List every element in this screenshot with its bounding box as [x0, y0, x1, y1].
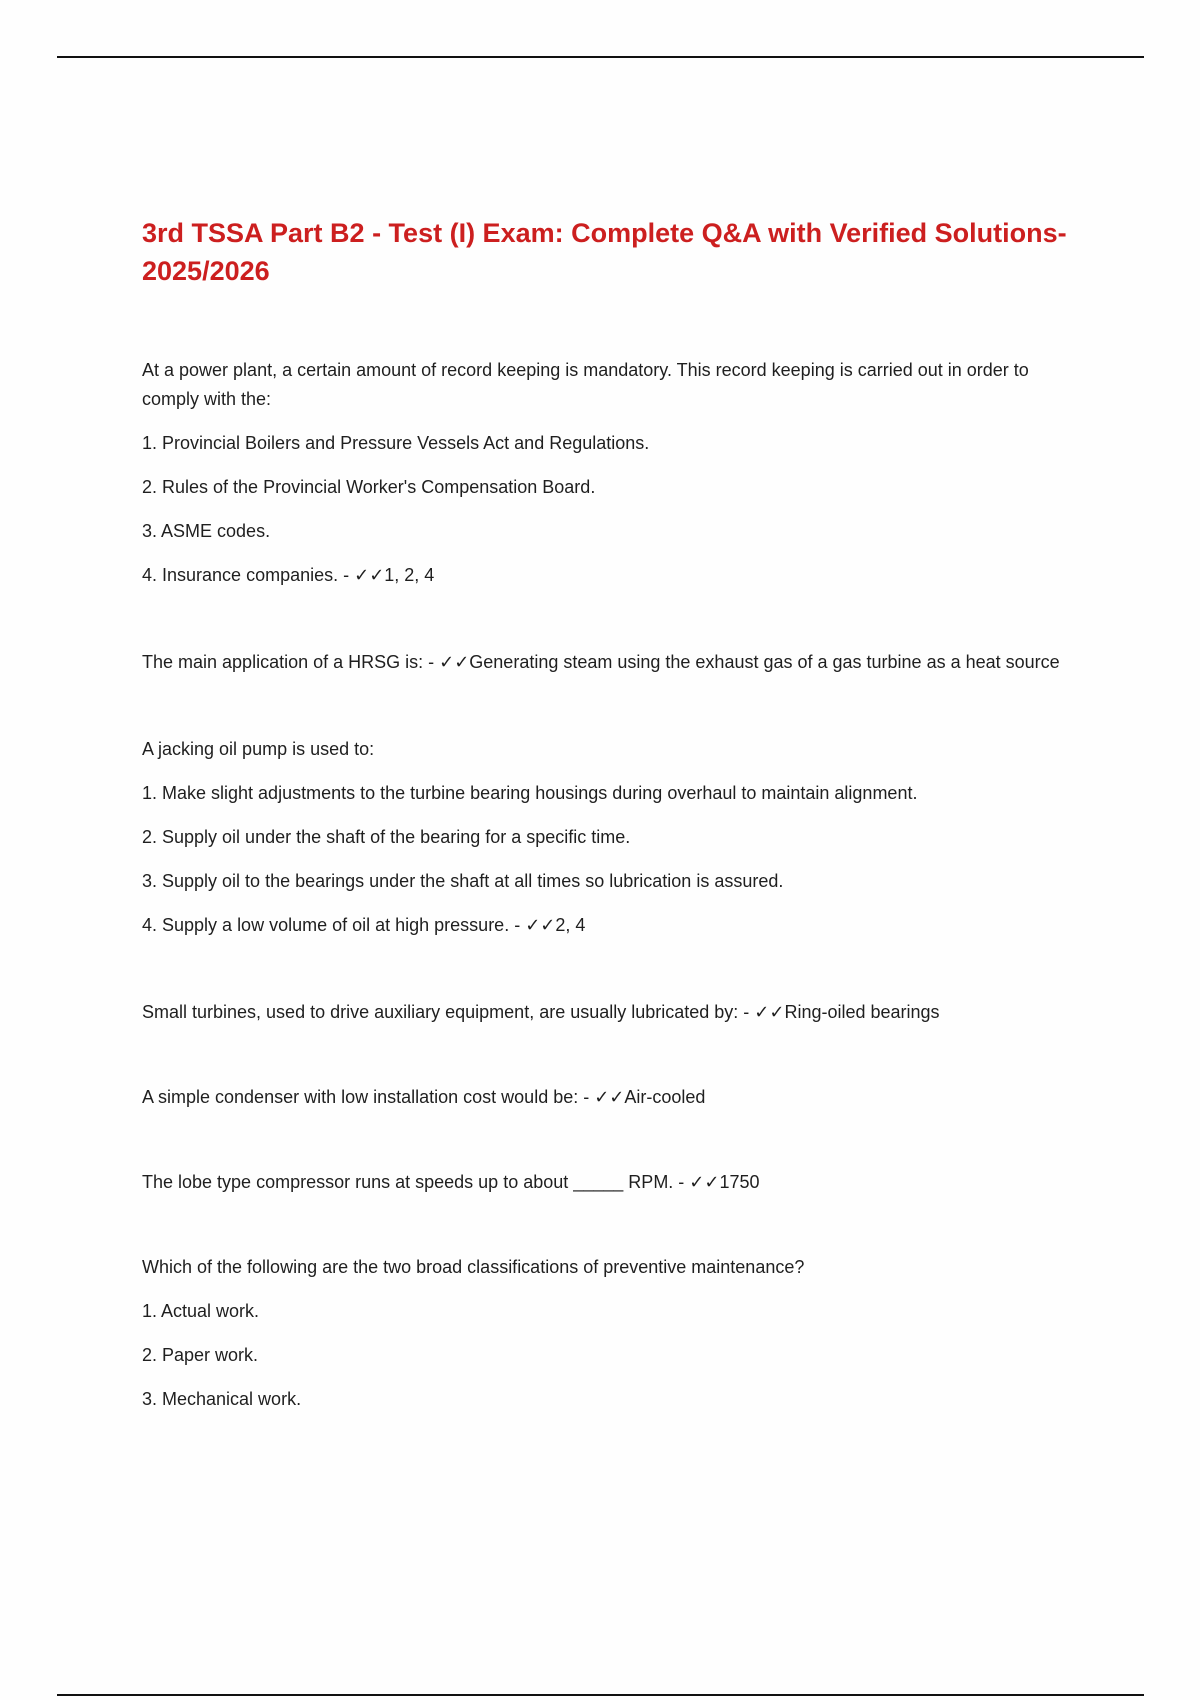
answer-option: 4. Insurance companies. - ✓✓1, 2, 4: [142, 565, 435, 585]
answer-option: 3. Mechanical work.: [142, 1389, 302, 1409]
answer-option: 1. Provincial Boilers and Pressure Vessels Act and Regulations.: [142, 433, 650, 453]
question-block: [142, 1253, 1072, 1414]
answer-option: 4. Supply a low volume of oil at high pressure. - ✓✓2, 4: [142, 915, 586, 935]
answer-option: 1. Make slight adjustments to the turbine bearing housings during overhaul to maintain alignment.: [142, 783, 918, 803]
question-text: Small turbines, used to drive auxiliary equipment, are usually lubricated by: - ✓✓Ring-oiled bearings: [142, 1002, 940, 1022]
question-block: [142, 1083, 1072, 1112]
question-text: The lobe type compressor runs at speeds up to about _____ RPM. - ✓✓1750: [142, 1172, 760, 1192]
answer-option: 2. Paper work.: [142, 1345, 259, 1365]
question-text: At a power plant, a certain amount of record keeping is mandatory. This record keeping is carried out in order to comply with the:: [142, 360, 1029, 409]
question-text: Which of the following are the two broad classifications of preventive maintenance?: [142, 1257, 805, 1277]
question-block: [142, 1168, 1072, 1197]
answer-option: 3. ASME codes.: [142, 521, 271, 541]
header-rule: [57, 56, 1144, 58]
question-text: A simple condenser with low installation cost would be: - ✓✓Air-cooled: [142, 1087, 706, 1107]
question-block: [142, 356, 1072, 590]
document-content: [142, 214, 1072, 1414]
question-text: The main application of a HRSG is: - ✓✓Generating steam using the exhaust gas of a gas turbine as a heat source: [142, 652, 1060, 672]
answer-option: 3. Supply oil to the bearings under the shaft at all times so lubrication is assured.: [142, 871, 784, 891]
answer-option: 2. Supply oil under the shaft of the bearing for a specific time.: [142, 827, 631, 847]
question-block: [142, 648, 1072, 677]
answer-option: 1. Actual work.: [142, 1301, 260, 1321]
question-block: [142, 735, 1072, 940]
document-title: 3rd TSSA Part B2 - Test (I) Exam: Complete Q&A with Verified Solutions-2025/2026: [142, 218, 1067, 286]
question-block: [142, 998, 1072, 1027]
question-text: A jacking oil pump is used to:: [142, 739, 375, 759]
answer-option: 2. Rules of the Provincial Worker's Compensation Board.: [142, 477, 596, 497]
footer-rule: [57, 1694, 1144, 1696]
